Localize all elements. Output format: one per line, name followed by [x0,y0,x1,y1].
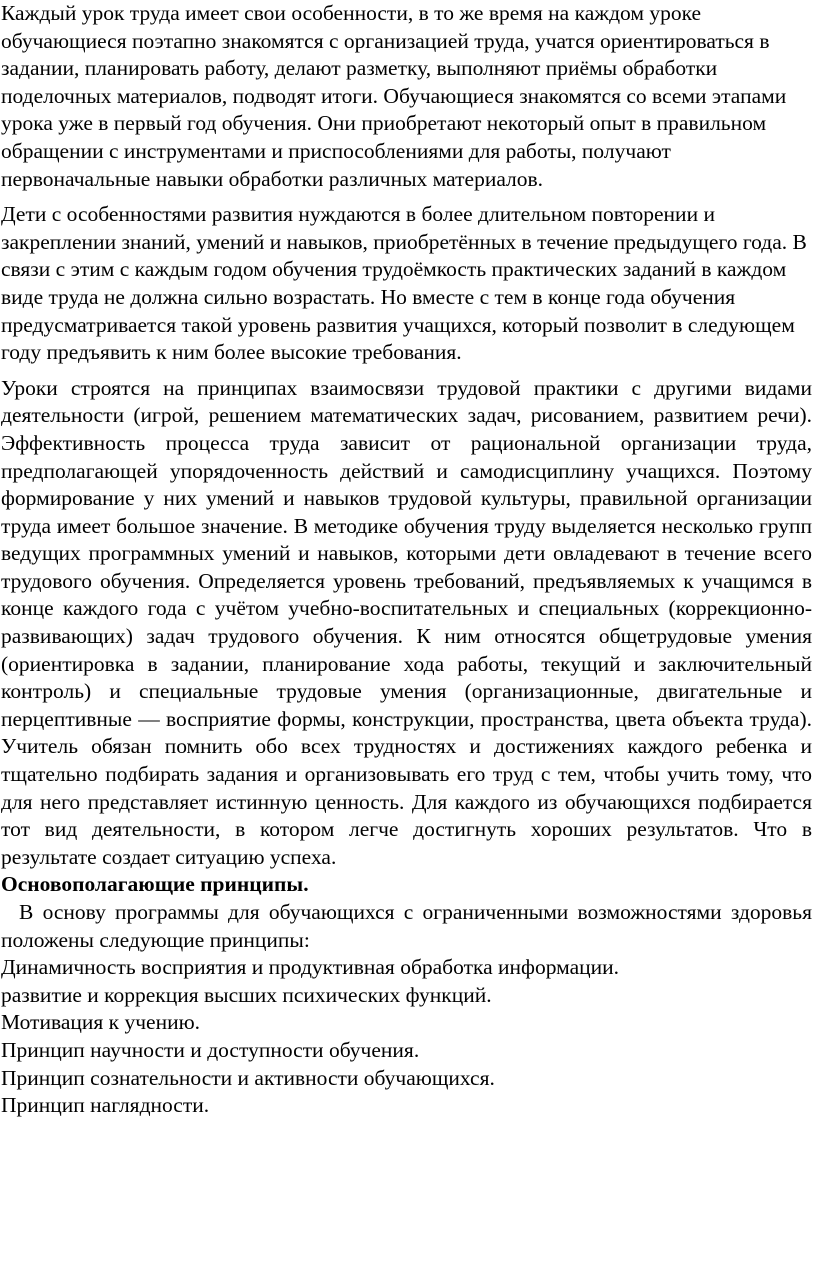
principle-item: Принцип наглядности. [1,1093,210,1118]
paragraph-developmental-needs: Дети с особенностями развития нуждаются в более длительном повторении и закреплении знаний, умений и навыков, приобретённых в течение предыдущего года. В связи с этим с каждым годом обучения трудоёмкость практических заданий в каждом виде труда не должна сильно возрастать. Но вместе с тем в конце года обучения предусматривается такой уровень развития учащихся, который позволит в следующем году предъявить к ним более высокие требования. [1,202,807,365]
principle-item: Мотивация к учению. [1,1010,201,1035]
principle-item: Динамичность восприятия и продуктивная обработка информации. [1,955,620,980]
paragraph-lesson-principles: Уроки строятся на принципах взаимосвязи трудовой практики с другими видами деятельности (игрой, решением математических задач, рисованием, развитием речи). Эффективность процесса труда зависит от рациональной организации труда, предполагающей упорядоченность действий и самодисциплину учащихся. Поэтому формирование у них умений и навыков трудовой культуры, правильной организации труда имеет большое значение. В методике обучения труду выделяется несколько групп ведущих программных умений и навыков, которыми дети овладевают в течение всего трудового обучения. Определяется уровень требований, предъявляемых к учащимся в конце каждого года с учётом учебно-воспитательных и специальных (коррекционно-развивающих) задач трудового обучения. К ним относятся общетрудовые умения (ориентировка в задании, планирование хода работы, текущий и заключительный контроль) и специальные трудовые умения (организационные, двигательные и перцептивные — восприятие формы, конструкции, пространства, цвета объекта труда). Учитель обязан помнить обо всех трудностях и достижениях каждого ребенка и тщательно подбирать задания и организовывать его труд с тем, чтобы учить тому, что для него представляет истинную ценность. Для каждого из обучающихся подбирается тот вид деятельности, в котором легче достигнуть хороших результатов. Что в результате создает ситуацию успеха. [1,375,812,869]
principle-item: развитие и коррекция высших психических функций. [1,982,492,1007]
principles-intro: В основу программы для обучающихся с ограниченными возможностями здоровья положены следующие принципы: [1,900,812,952]
section-heading: Основополагающие принципы. [1,872,309,897]
principle-item: Принцип научности и доступности обучения. [1,1037,420,1062]
principle-item: Принцип сознательности и активности обучающихся. [1,1065,495,1090]
paragraph-lesson-features: Каждый урок труда имеет свои особенности, в то же время на каждом уроке обучающиеся поэтапно знакомятся с организацией труда, учатся ориентироваться в задании, планировать работу, делают разметку, выполняют приёмы обработки поделочных материалов, подводят итоги. Обучающиеся знакомятся со всеми этапами урока уже в первый год обучения. Они приобретают некоторый опыт в правильном обращении с инструментами и приспособлениями для работы, получают первоначальные навыки обработки различных материалов. [1,1,787,191]
